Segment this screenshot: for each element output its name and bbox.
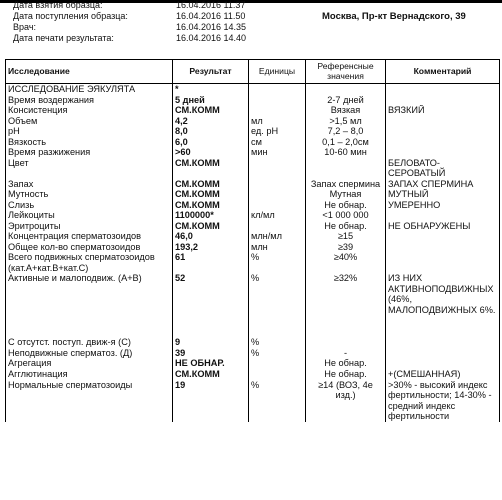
reference-cell xyxy=(306,158,386,179)
unit-cell: % xyxy=(249,348,306,359)
unit-cell: мин xyxy=(249,147,306,158)
test-cell: Агрегация xyxy=(6,358,173,369)
table-row xyxy=(6,337,500,348)
table-row xyxy=(6,231,500,242)
table-row xyxy=(6,84,500,95)
lab-address: Москва, Пр-кт Вернадского, 39 xyxy=(322,11,466,22)
comment-cell: ВЯЗКИЙ xyxy=(386,105,500,116)
result-cell: 19 xyxy=(173,380,249,422)
print-date-value: 16.04.2016 14.40 xyxy=(176,33,247,43)
table-row xyxy=(6,179,500,190)
col-result: Результат xyxy=(173,60,249,84)
result-cell: СМ.КОММ xyxy=(173,189,249,200)
reference-cell: Мутная xyxy=(306,189,386,200)
comment-cell xyxy=(386,242,500,253)
result-cell: 61 xyxy=(173,252,249,273)
table-row xyxy=(6,95,500,106)
test-cell: Концентрация сперматозоидов xyxy=(6,231,173,242)
test-cell: Мутность xyxy=(6,189,173,200)
unit-cell xyxy=(249,221,306,232)
table-header-row xyxy=(6,60,500,84)
comment-cell: >30% - высокий индекс фертильности; 14-30% - средний индекс фертильности xyxy=(386,380,500,422)
comment-cell xyxy=(386,231,500,242)
reference-cell: 7,2 – 8,0 xyxy=(306,126,386,137)
table-row xyxy=(6,137,500,148)
result-cell: СМ.КОММ xyxy=(173,179,249,190)
reference-cell: Не обнар. xyxy=(306,358,386,369)
table-row xyxy=(6,252,500,273)
report-header xyxy=(0,0,502,52)
reference-cell: 2-7 дней xyxy=(306,95,386,106)
table-row xyxy=(6,105,500,116)
unit-cell xyxy=(249,189,306,200)
reference-cell: Не обнар. xyxy=(306,221,386,232)
comment-cell xyxy=(386,210,500,221)
unit-cell: % xyxy=(249,380,306,422)
test-cell: Запах xyxy=(6,179,173,190)
test-cell: Объем xyxy=(6,116,173,127)
comment-cell xyxy=(386,348,500,359)
test-cell: Эритроциты xyxy=(6,221,173,232)
test-cell: Вязкость xyxy=(6,137,173,148)
unit-cell xyxy=(249,105,306,116)
table-row xyxy=(6,210,500,221)
comment-cell: НЕ ОБНАРУЖЕНЫ xyxy=(386,221,500,232)
unit-cell: кл/мл xyxy=(249,210,306,221)
table-row xyxy=(6,200,500,211)
unit-cell: млн/мл xyxy=(249,231,306,242)
comment-cell xyxy=(386,84,500,95)
reference-cell: ≥32% xyxy=(306,273,386,337)
test-cell: Лейкоциты xyxy=(6,210,173,221)
result-cell: 4,2 xyxy=(173,116,249,127)
result-cell: СМ.КОММ xyxy=(173,200,249,211)
reference-cell: <1 000 000 xyxy=(306,210,386,221)
reference-cell: ≥14 (ВОЗ, 4е изд.) xyxy=(306,380,386,422)
test-name-line2: (кат.А+кат.В+кат.С) xyxy=(8,262,89,273)
unit-cell: % xyxy=(249,337,306,348)
test-cell: Активные и малоподвиж. (А+В) xyxy=(6,273,173,337)
test-cell: Время воздержания xyxy=(6,95,173,106)
table-row xyxy=(6,116,500,127)
unit-cell: млн xyxy=(249,242,306,253)
comment-cell xyxy=(386,358,500,369)
unit-cell: % xyxy=(249,252,306,273)
reference-cell: Не обнар. xyxy=(306,369,386,380)
result-cell: 39 xyxy=(173,348,249,359)
comment-cell: ЗАПАХ СПЕРМИНА xyxy=(386,179,500,190)
result-cell: СМ.КОММ xyxy=(173,369,249,380)
result-cell: СМ.КОММ xyxy=(173,221,249,232)
table-row xyxy=(6,348,500,359)
results-table xyxy=(5,59,500,422)
test-cell: Общее кол-во сперматозоидов xyxy=(6,242,173,253)
comment-cell: +(СМЕШАННАЯ) xyxy=(386,369,500,380)
col-units: Единицы xyxy=(249,60,306,84)
result-cell: 46,0 xyxy=(173,231,249,242)
table-row xyxy=(6,158,500,179)
comment-cell xyxy=(386,252,500,273)
result-cell: 1100000* xyxy=(173,210,249,221)
table-row xyxy=(6,358,500,369)
result-cell: НЕ ОБНАР. xyxy=(173,358,249,369)
reference-cell: ≥40% xyxy=(306,252,386,273)
unit-cell xyxy=(249,179,306,190)
table-row xyxy=(6,147,500,158)
result-cell: 52 xyxy=(173,273,249,337)
unit-cell: % xyxy=(249,273,306,337)
doctor-label: Врач: xyxy=(13,22,37,32)
result-cell: 6,0 xyxy=(173,137,249,148)
result-cell: СМ.КОММ xyxy=(173,158,249,179)
print-date-label: Дата печати результата: xyxy=(13,33,114,43)
test-name-line1: Всего подвижных сперматозоидов xyxy=(8,252,155,262)
reference-cell: ≥39 xyxy=(306,242,386,253)
doctor-value: 16.04.2016 14.35 xyxy=(176,22,247,32)
reference-cell: Запах спермина xyxy=(306,179,386,190)
unit-cell: ед. рН xyxy=(249,126,306,137)
result-cell: 5 дней xyxy=(173,95,249,106)
unit-cell xyxy=(249,358,306,369)
test-cell: Время разжижения xyxy=(6,147,173,158)
reference-cell: - xyxy=(306,348,386,359)
col-comment: Комментарий xyxy=(386,60,500,84)
test-cell xyxy=(6,252,173,273)
test-cell: ИССЛЕДОВАНИЕ ЭЯКУЛЯТА xyxy=(6,84,173,95)
unit-cell: см xyxy=(249,137,306,148)
table-row xyxy=(6,242,500,253)
test-cell: Консистенция xyxy=(6,105,173,116)
reference-cell: ≥15 xyxy=(306,231,386,242)
comment-cell: БЕЛОВАТО-СЕРОВАТЫЙ xyxy=(386,158,500,179)
reference-cell: Не обнар. xyxy=(306,200,386,211)
reference-cell: 0,1 – 2,0см xyxy=(306,137,386,148)
test-cell: Цвет xyxy=(6,158,173,179)
reference-cell xyxy=(306,337,386,348)
col-test: Исследование xyxy=(6,60,173,84)
table-row xyxy=(6,126,500,137)
test-cell: Агглютинация xyxy=(6,369,173,380)
comment-cell xyxy=(386,137,500,148)
unit-cell xyxy=(249,84,306,95)
reference-cell: >1,5 мл xyxy=(306,116,386,127)
sample-date-value: 16.04.2016 11.37 xyxy=(176,0,246,10)
table-row xyxy=(6,273,500,337)
reference-cell xyxy=(306,84,386,95)
table-row xyxy=(6,380,500,422)
test-cell: pH xyxy=(6,126,173,137)
comment-cell xyxy=(386,126,500,137)
table-row xyxy=(6,369,500,380)
sample-date-label: Дата взятия образца: xyxy=(13,0,103,10)
comment-cell xyxy=(386,147,500,158)
result-cell: >60 xyxy=(173,147,249,158)
table-row xyxy=(6,189,500,200)
unit-cell: мл xyxy=(249,116,306,127)
receipt-date-label: Дата поступления образца: xyxy=(13,11,128,21)
col-reference: Референсные значения xyxy=(306,60,386,84)
result-cell: 9 xyxy=(173,337,249,348)
unit-cell xyxy=(249,369,306,380)
comment-cell: УМЕРЕННО xyxy=(386,200,500,211)
comment-cell xyxy=(386,116,500,127)
reference-cell: Вязкая xyxy=(306,105,386,116)
comment-cell xyxy=(386,95,500,106)
test-cell: С отсутст. поступ. движ-я (С) xyxy=(6,337,173,348)
test-cell: Нормальные сперматозоиды xyxy=(6,380,173,422)
table-row xyxy=(6,221,500,232)
comment-cell: МУТНЫЙ xyxy=(386,189,500,200)
test-cell: Неподвижные сперматоз. (Д) xyxy=(6,348,173,359)
test-cell: Слизь xyxy=(6,200,173,211)
unit-cell xyxy=(249,158,306,179)
result-cell: 8,0 xyxy=(173,126,249,137)
table-body xyxy=(6,84,500,422)
reference-cell: 10-60 мин xyxy=(306,147,386,158)
unit-cell xyxy=(249,200,306,211)
comment-cell xyxy=(386,337,500,348)
comment-cell: ИЗ НИХ АКТИВНОПОДВИЖНЫХ (46%, МАЛОПОДВИЖНЫХ 6%. xyxy=(386,273,500,337)
receipt-date-value: 16.04.2016 11.50 xyxy=(176,11,246,21)
result-cell: * xyxy=(173,84,249,95)
result-cell: 193,2 xyxy=(173,242,249,253)
unit-cell xyxy=(249,95,306,106)
result-cell: СМ.КОММ xyxy=(173,105,249,116)
